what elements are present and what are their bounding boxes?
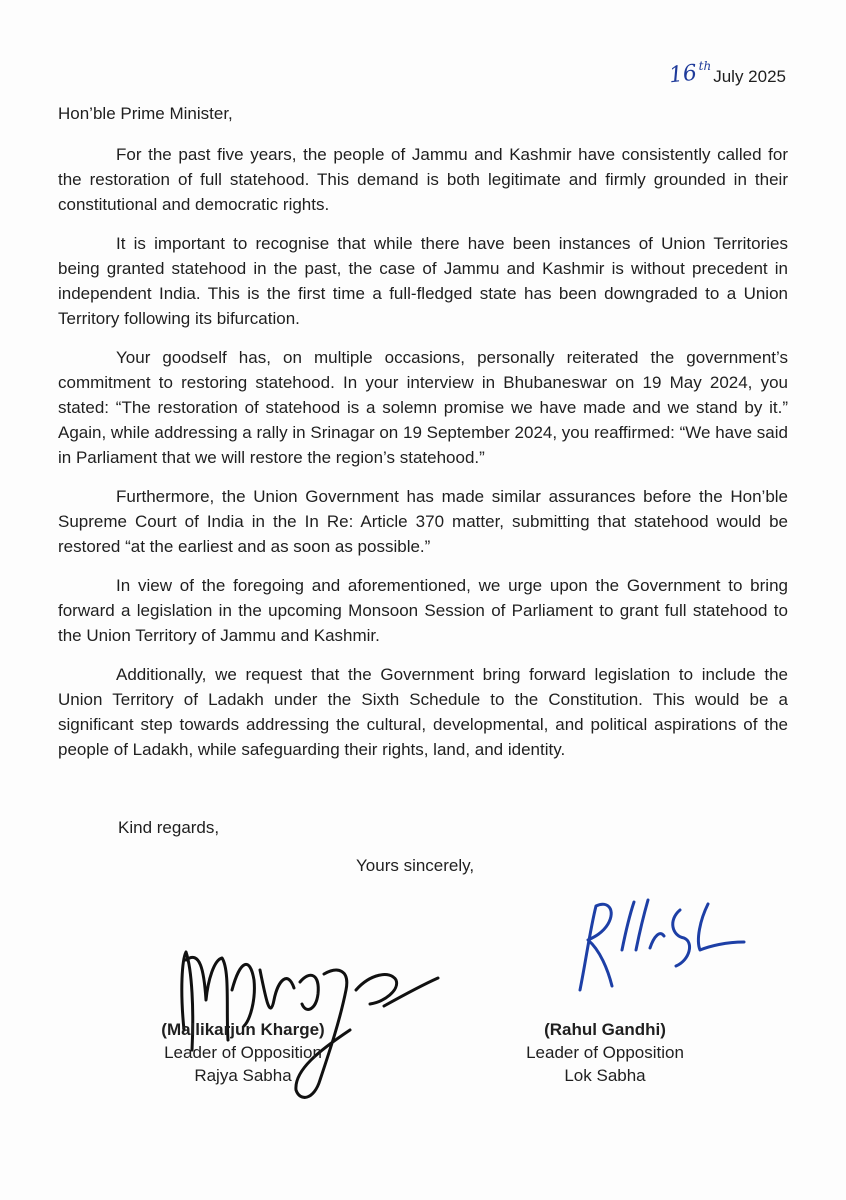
- signatory-title: Leader of Opposition: [164, 1043, 322, 1062]
- date-day-handwritten: 16: [667, 60, 698, 89]
- date-month-year: July 2025: [713, 67, 786, 86]
- signatory-gandhi: [490, 1018, 720, 1087]
- letter-date: [667, 59, 786, 89]
- rahul-signature-icon: [560, 890, 750, 1000]
- signatory-name: (Mallikarjun Kharge): [161, 1020, 325, 1039]
- signatory-house: Lok Sabha: [564, 1066, 646, 1085]
- signatory-name: (Rahul Gandhi): [544, 1020, 666, 1039]
- closing: Kind regards,: [118, 818, 220, 837]
- letter-body: [58, 142, 788, 776]
- signatory-title: Leader of Opposition: [526, 1043, 684, 1062]
- signatory-kharge: [128, 1018, 358, 1087]
- paragraph: In view of the foregoing and aforementioned, we urge upon the Government to bring forward a legislation in the upcoming Monsoon Session of Parliament to grant full statehood to the Union Territory of Jammu and Kashmir.: [58, 576, 788, 645]
- paragraph: Your goodself has, on multiple occasions, personally reiterated the government’s commitment to restoring statehood. In your interview in Bhubaneswar on 19 May 2024, you stated: “The restoration of statehood is a solemn promise we have made and we stand by it.” Again, while addressing a rally in Srinagar on 19 September 2024, you reaffirmed: “We have said in Parliament that we will restore the region’s statehood.”: [58, 348, 788, 467]
- sign-off: Yours sincerely,: [356, 856, 475, 875]
- paragraph: Furthermore, the Union Government has made similar assurances before the Hon’ble Supreme Court of India in the In Re: Article 370 matter, submitting that statehood would be restored “at the earliest and as soon as possible.”: [58, 487, 788, 556]
- salutation: Hon’ble Prime Minister,: [58, 104, 233, 123]
- paragraph: For the past five years, the people of Jammu and Kashmir have consistently called for the restoration of full statehood. This demand is both legitimate and firmly grounded in their constitutional and democratic rights.: [58, 145, 788, 214]
- paragraph: Additionally, we request that the Government bring forward legislation to include the Union Territory of Ladakh under the Sixth Schedule to the Constitution. This would be a significant step towards addressing the cultural, developmental, and political aspirations of the people of Ladakh, while safeguarding their rights, land, and identity.: [58, 665, 788, 759]
- signatory-house: Rajya Sabha: [194, 1066, 292, 1085]
- date-day-suffix: th: [698, 59, 712, 73]
- paragraph: It is important to recognise that while there have been instances of Union Territories being granted statehood in the past, the case of Jammu and Kashmir is without precedent in independent India. This is the first time a full-fledged state has been downgraded to a Union Territory following its bifurcation.: [58, 234, 788, 328]
